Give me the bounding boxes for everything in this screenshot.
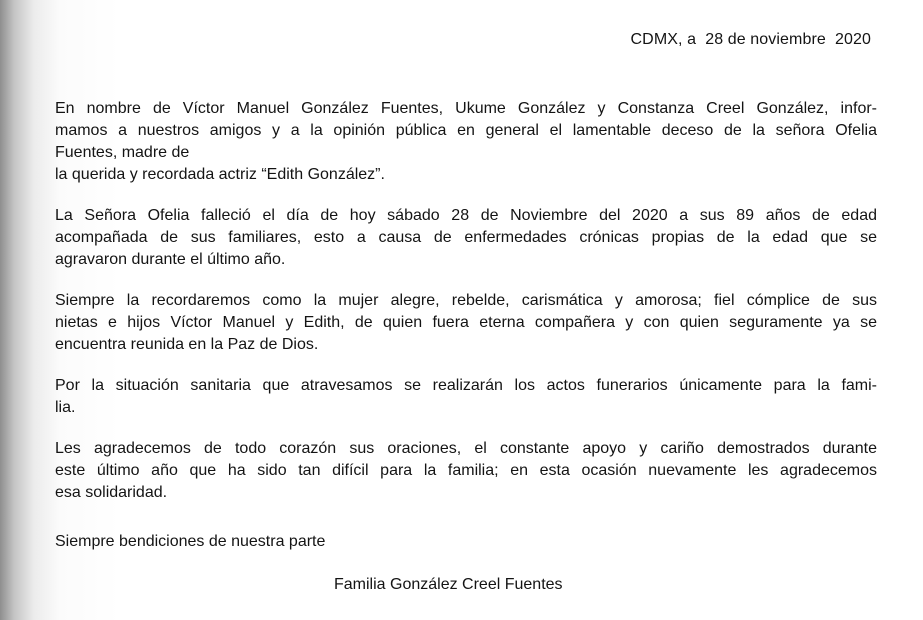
text-line: la querida y recordada actriz “Edith González”. bbox=[55, 166, 385, 183]
text-line: agravaron durante el último año. bbox=[55, 251, 286, 268]
letter-date: CDMX, a 28 de noviembre 2020 bbox=[630, 31, 871, 48]
text-line: esa solidaridad. bbox=[55, 484, 168, 501]
text-line: Por la situación sanitaria que atravesamos se realizarán los actos funerarios únicamente para la fami- bbox=[55, 377, 877, 394]
letter-body bbox=[55, 98, 877, 523]
text-line: En nombre de Víctor Manuel González Fuentes, Ukume González y Constanza Creel González, infor- bbox=[55, 100, 877, 117]
text-line: mamos a nuestros amigos y a la opinión pública en general el lamentable deceso de la señora Ofelia bbox=[55, 122, 877, 139]
text-line: encuentra reunida en la Paz de Dios. bbox=[55, 336, 319, 353]
letter-signature: Familia González Creel Fuentes bbox=[334, 576, 563, 593]
text-line: este último año que ha sido tan difícil para la familia; en esta ocasión nuevamente les agradecemos bbox=[55, 462, 877, 479]
letter-closing: Siempre bendiciones de nuestra parte bbox=[55, 533, 326, 550]
paragraph-announcement bbox=[55, 98, 877, 186]
paragraph-funeral-arrangements bbox=[55, 375, 877, 419]
text-line: La Señora Ofelia falleció el día de hoy sábado 28 de Noviembre del 2020 a sus 89 años de edad bbox=[55, 207, 877, 224]
text-line: Siempre la recordaremos como la mujer alegre, rebelde, carismática y amorosa; fiel cómplice de sus bbox=[55, 292, 877, 309]
text-line: lia. bbox=[55, 399, 76, 416]
text-line: Fuentes, madre de bbox=[55, 144, 190, 161]
text-line: nietas e hijos Víctor Manuel y Edith, de quien fuera eterna compañera y con quien seguramente ya se bbox=[55, 314, 877, 331]
paragraph-death-details bbox=[55, 205, 877, 271]
paragraph-remembrance bbox=[55, 290, 877, 356]
paragraph-gratitude bbox=[55, 438, 877, 504]
text-line: acompañada de sus familiares, esto a causa de enfermedades crónicas propias de la edad que se bbox=[55, 229, 877, 246]
text-line: Les agradecemos de todo corazón sus oraciones, el constante apoyo y cariño demostrados durante bbox=[55, 440, 877, 457]
